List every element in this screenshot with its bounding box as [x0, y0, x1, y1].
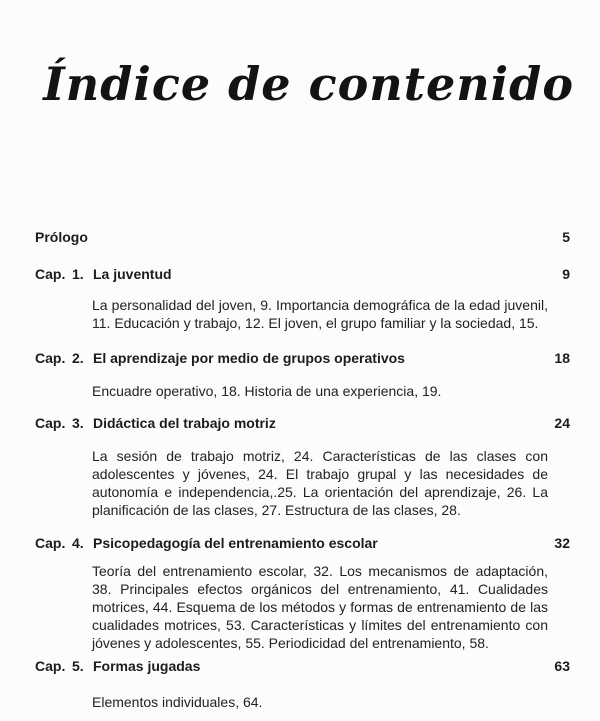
chapter-prefix: Cap. — [35, 266, 66, 282]
chapter-summary: Teoría del entrenamiento escolar, 32. Los mecanismos de adaptación, 38. Principales efectos orgánicos del entrenamiento, 41. Cualidades motrices, 44. Esquema de los métodos y formas de entrenamiento de las cualidades motrices, 53. Características y límites del entrenamiento con jóvenes y adolescentes, 55. Periodicidad del entrenamiento, 58. — [92, 563, 548, 651]
chapter-title: El aprendizaje por medio de grupos operativos — [93, 350, 405, 366]
table-of-contents — [35, 0, 570, 711]
chapter-number: 3. — [72, 415, 84, 431]
chapter-summary: Encuadre operativo, 18. Historia de una experiencia, 19. — [92, 383, 442, 399]
chapter-title: Psicopedagogía del entrenamiento escolar — [93, 535, 378, 551]
chapter-title: La juventud — [93, 266, 172, 282]
chapter-number: 5. — [72, 658, 84, 674]
prologue-page-number: 5 — [562, 229, 570, 245]
chapter-title: Formas jugadas — [93, 658, 201, 674]
page-title: Índice de contenido — [43, 56, 574, 111]
toc-entry-chapter-3 — [35, 415, 570, 431]
chapter-prefix: Cap. — [35, 535, 66, 551]
toc-entry-chapter-5 — [35, 658, 570, 674]
toc-entry-chapter-4 — [35, 535, 570, 551]
chapter-page-number: 24 — [554, 415, 570, 431]
chapter-page-number: 63 — [554, 658, 570, 674]
chapter-prefix: Cap. — [35, 658, 66, 674]
chapter-title: Didáctica del trabajo motriz — [93, 415, 276, 431]
chapter-prefix: Cap. — [35, 350, 66, 366]
chapter-number: 2. — [72, 350, 84, 366]
chapter-prefix: Cap. — [35, 415, 66, 431]
chapter-page-number: 9 — [562, 266, 570, 282]
chapter-number: 1. — [72, 266, 84, 282]
toc-entry-chapter-1 — [35, 266, 570, 282]
chapter-number: 4. — [72, 535, 84, 551]
chapter-page-number: 18 — [554, 350, 570, 366]
prologue-label: Prólogo — [35, 229, 88, 245]
chapter-summary: La sesión de trabajo motriz, 24. Características de las clases con adolescentes y jóvenes, 24. El trabajo grupal y las necesidades de autonomía e independencia,.25. La orientación del aprendizaje, 26. La planificación de las clases, 27. Estructura de las clases, 28. — [92, 448, 548, 518]
chapter-summary: Elementos individuales, 64. — [92, 694, 263, 710]
chapter-page-number: 32 — [554, 535, 570, 551]
toc-entry-chapter-2 — [35, 350, 570, 366]
chapter-summary: La personalidad del joven, 9. Importancia demográfica de la edad juvenil, 11. Educación y trabajo, 12. El joven, el grupo familiar y la sociedad, 15. — [92, 297, 548, 331]
toc-entry-prologue — [35, 229, 570, 245]
